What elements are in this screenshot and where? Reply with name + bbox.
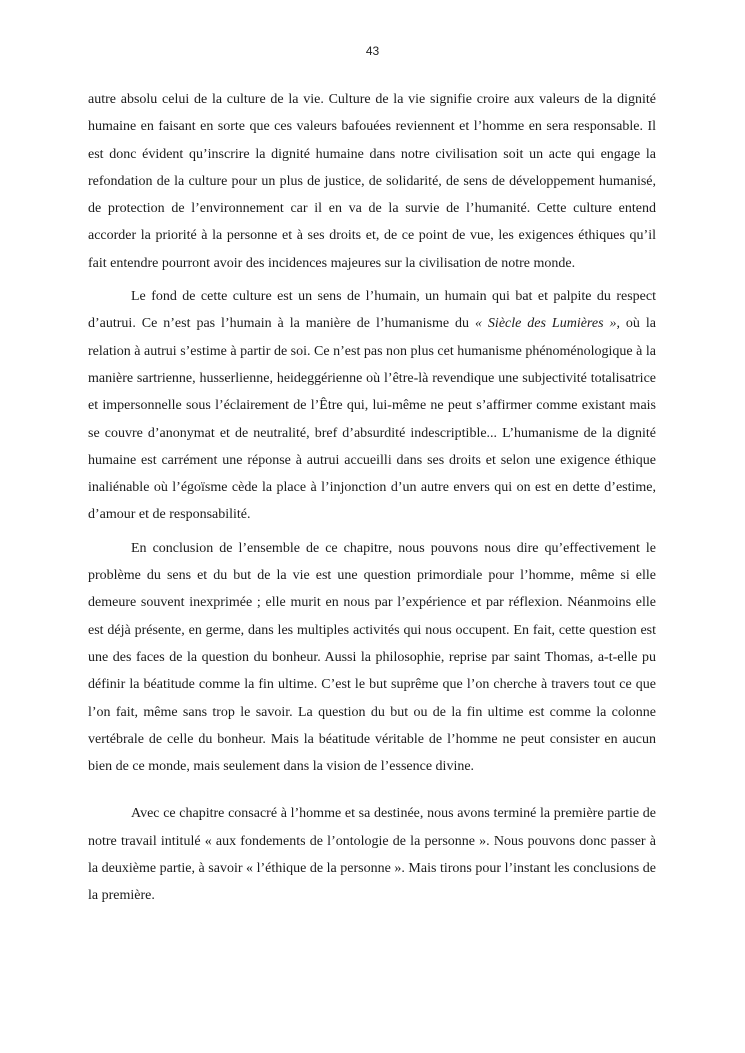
paragraph-text-before-italic: Le fond de cette culture est un sens de l’humain, un humain qui bat et palpite du respect d’autrui. Ce n’est pas l’humain à la manière de l’humanisme du bbox=[88, 289, 656, 332]
italic-quote-siecle-des-lumieres: « Siècle des Lumières » bbox=[474, 316, 617, 332]
paragraph-conclusion-chapitre: En conclusion de l’ensemble de ce chapitre, nous pouvons nous dire qu’effectivement le problème du sens et du but de la vie est une question primordiale pour l’homme, même si elle demeure souvent inexprimée ; elle murit en nous par l’expérience et par réflexion. Néanmoins elle est déjà présente, en germe, dans les multiples activités qui nous occupent. En fait, cette question est une des faces de la question du bonheur. Aussi la philosophie, reprise par saint Thomas, a-t-elle pu définir la béatitude comme la fin ultime. C’est le but suprême que l’on cherche à travers tout ce que l’on fait, même sans trop le savoir. La question du but ou de la fin ultime est comme la colonne vertébrale de celle du bonheur. Mais la béatitude véritable de l’homme ne peut consister en aucun bien de ce monde, mais seulement dans la vision de l’essence divine. bbox=[88, 540, 656, 775]
paragraph-text-after-italic: , où la relation à autrui s’estime à partir de soi. Ce n’est pas non plus cet humanisme phénoménologique à la manière sartrienne, husserlienne, heideggérienne où l’être-là revendique une subjectivité totalisatrice et impersonnelle sous l’éclairement de l’Être qui, lui-même ne peut s’affirmer comme existant mais se couvre d’anonymat et de neutralité, bref d’absurdité indescriptible... L’humanisme de la dignité humaine est carrément une réponse à autrui accueilli dans ses droits et selon une exigence éthique inaliénable où l’égoïsme cède la place à l’injonction d’un autre envers qui on est en dette d’estime, d’amour et de responsabilité. bbox=[88, 316, 656, 523]
document-body bbox=[88, 86, 656, 910]
page-number: 43 bbox=[365, 44, 380, 58]
paragraph-culture-de-la-vie: autre absolu celui de la culture de la vie. Culture de la vie signifie croire aux valeurs de la dignité humaine en faisant en sorte que ces valeurs bafouées reviennent et l’homme en sera responsable. Il est donc évident qu’inscrire la dignité humaine dans notre civilisation soit un acte qui engage la refondation de la culture pour un plus de justice, de solidarité, de sens de développement humanisé, de protection de l’environnement car il en va de la survie de l’humanité. Cette culture entend accorder la priorité à la personne et à ses droits et, de ce point de vue, les exigences éthiques qu’il fait entendre pourront avoir des incidences majeures sur la civilisation de notre monde. bbox=[88, 92, 656, 271]
paragraph-sens-de-l-humain bbox=[88, 283, 656, 529]
paragraph-transition-deuxieme-partie: Avec ce chapitre consacré à l’homme et sa destinée, nous avons terminé la première partie de notre travail intitulé « aux fondements de l’ontologie de la personne ». Nous pouvons donc passer à la deuxième partie, à savoir « l’éthique de la personne ». Mais tirons pour l’instant les conclusions de la première. bbox=[88, 806, 656, 904]
